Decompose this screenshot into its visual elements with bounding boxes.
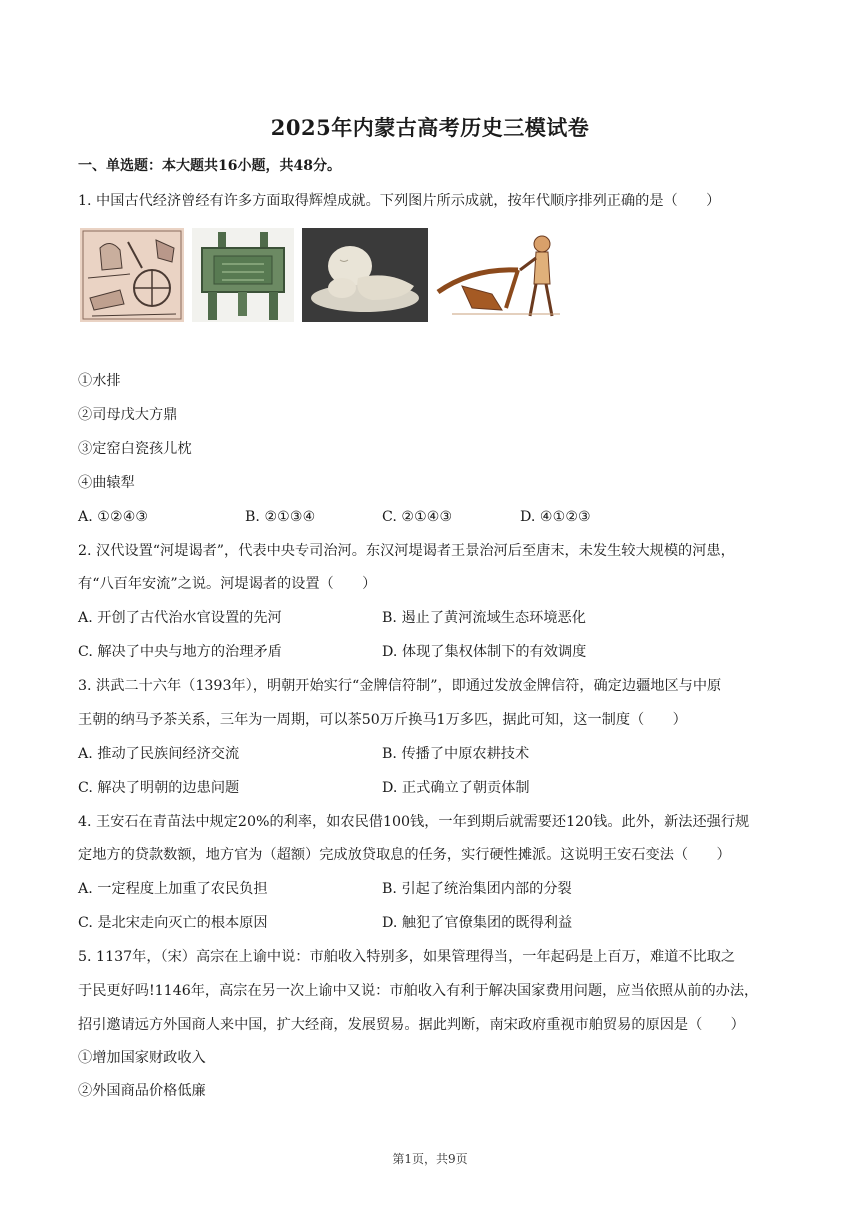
q1-option-b[interactable]: B. ②①③④ xyxy=(245,509,316,525)
q3-option-a[interactable]: A. 推动了民族间经济交流 xyxy=(78,746,240,762)
q2-option-a[interactable]: A. 开创了古代治水官设置的先河 xyxy=(78,610,282,626)
question-4-stem-cont: 定地方的贷款数额，地方官为（超额）完成放贷取息的任务，实行硬性摊派。这说明王安石变法（ ） xyxy=(78,847,731,863)
q5-item: ①增加国家财政收入 xyxy=(78,1050,206,1066)
q3-option-d[interactable]: D. 正式确立了朝贡体制 xyxy=(382,780,530,796)
question-5-stem: 5. 1137年，（宋）高宗在上谕中说：市舶收入特别多，如果管理得当，一年起码是上百万，难道不比取之 xyxy=(78,949,736,965)
q5-item: ②外国商品价格低廉 xyxy=(78,1083,206,1099)
bronze-ding-photo xyxy=(192,228,294,322)
q3-option-b[interactable]: B. 传播了中原农耕技术 xyxy=(382,746,530,762)
q4-option-d[interactable]: D. 触犯了官僚集团的既得利益 xyxy=(382,915,573,931)
q2-option-b[interactable]: B. 遏止了黄河流域生态环境恶化 xyxy=(382,610,586,626)
question-1-images xyxy=(80,228,600,322)
q1-option-a[interactable]: A. ①②④③ xyxy=(78,509,149,525)
question-4-stem: 4. 王安石在青苗法中规定20%的利率，如农民借100钱，一年到期后就需要还120钱。此外，新法还强行规 xyxy=(78,814,750,830)
q2-option-c[interactable]: C. 解决了中央与地方的治理矛盾 xyxy=(78,644,282,660)
exam-title: 2025年内蒙古高考历史三模试卷 xyxy=(270,115,590,140)
question-1-stem: 1. 中国古代经济曾经有许多方面取得辉煌成就。下列图片所示成就，按年代顺序排列正确的是（ ） xyxy=(78,193,721,209)
question-3-stem: 3. 洪武二十六年（1393年），明朝开始实行“金牌信符制”，即通过发放金牌信符，确定边疆地区与中原 xyxy=(78,678,722,694)
page-footer: 第1页，共9页 xyxy=(392,1152,468,1166)
question-2-stem-cont: 有“八百年安流”之说。河堤谒者的设置（ ） xyxy=(78,576,377,592)
q4-option-a[interactable]: A. 一定程度上加重了农民负担 xyxy=(78,881,268,897)
section-heading: 一、单选题：本大题共16小题，共48分。 xyxy=(78,158,341,174)
q1-item: ②司母戊大方鼎 xyxy=(78,407,178,423)
q1-item: ④曲辕犁 xyxy=(78,475,135,491)
q1-option-c[interactable]: C. ②①④③ xyxy=(382,509,453,525)
question-5-stem-cont: 于民更好吗!1146年，高宗在另一次上谕中又说：市舶收入有利于解决国家费用问题，应当依照从前的办法， xyxy=(78,983,759,999)
q1-item: ①水排 xyxy=(78,373,121,389)
water-bellows-illustration xyxy=(80,228,184,322)
q3-option-c[interactable]: C. 解决了明朝的边患问题 xyxy=(78,780,240,796)
porcelain-pillow-photo xyxy=(302,228,428,322)
q1-option-d[interactable]: D. ④①②③ xyxy=(520,509,591,525)
q2-option-d[interactable]: D. 体现了集权体制下的有效调度 xyxy=(382,644,587,660)
curved-plow-illustration xyxy=(432,228,566,322)
question-5-stem-cont: 招引邀请远方外国商人来中国，扩大经商，发展贸易。据此判断，南宋政府重视市舶贸易的原因是（ ） xyxy=(78,1017,745,1033)
question-3-stem-cont: 王朝的纳马予茶关系，三年为一周期，可以茶50万斤换马1万多匹，据此可知，这一制度（ ） xyxy=(78,712,687,728)
q1-item: ③定窑白瓷孩儿枕 xyxy=(78,441,192,457)
q4-option-c[interactable]: C. 是北宋走向灭亡的根本原因 xyxy=(78,915,268,931)
q4-option-b[interactable]: B. 引起了统治集团内部的分裂 xyxy=(382,881,572,897)
question-2-stem: 2. 汉代设置“河堤谒者”，代表中央专司治河。东汉河堤谒者王景治河后至唐末，未发生较大规模的河患， xyxy=(78,543,735,559)
